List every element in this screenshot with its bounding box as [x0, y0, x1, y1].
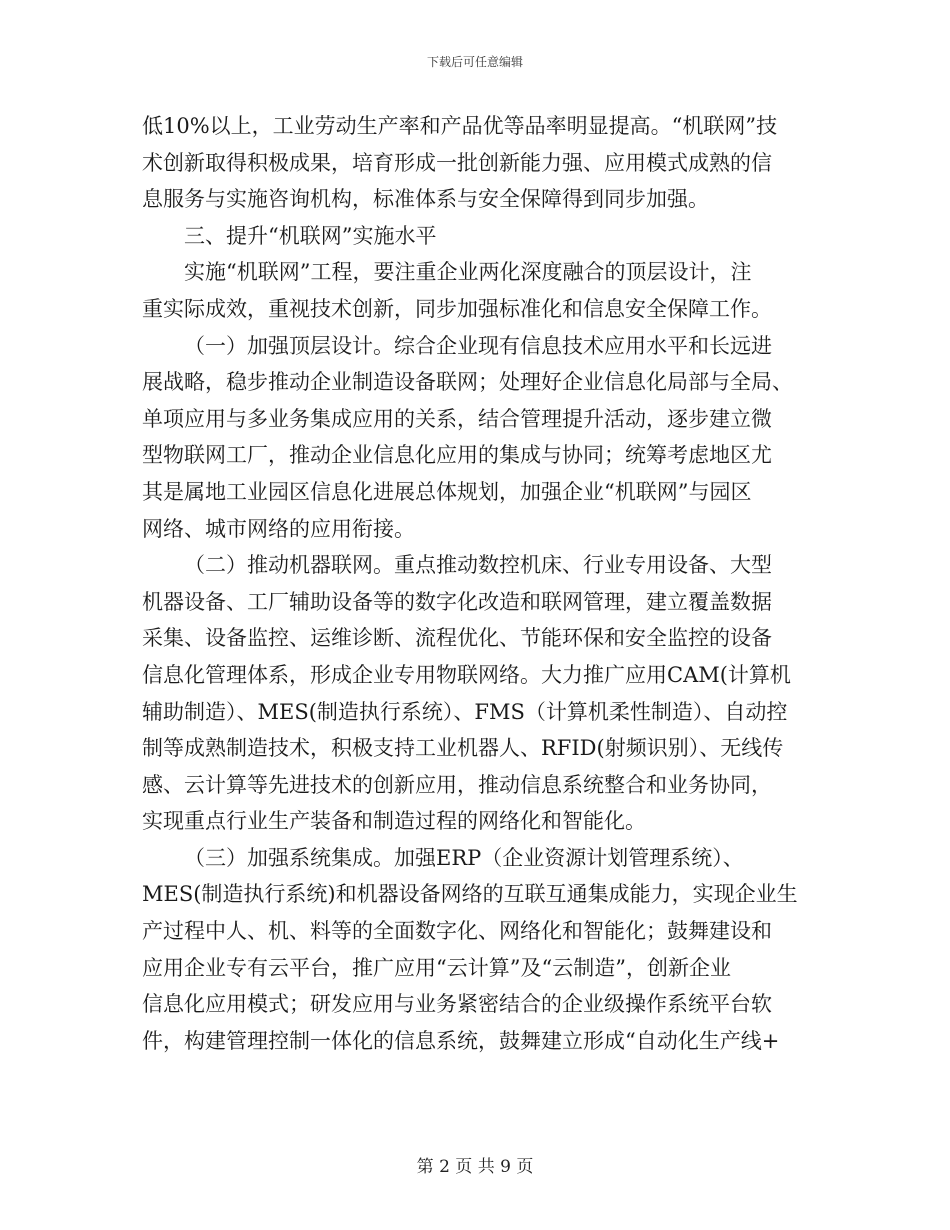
text-line: 其是属地工业园区信息化进展总体规划，加强企业“机联网”与园区 [142, 479, 752, 504]
text-line: 实现重点行业生产装备和制造过程的网络化和智能化。 [142, 809, 646, 834]
text-line: MES(制造执行系统)和机器设备网络的互联互通集成能力，实现企业生 [142, 882, 798, 907]
text-line: 件，构建管理控制一体化的信息系统，鼓舞建立形成“自动化生产线+ [142, 1028, 780, 1053]
text-line: 单项应用与多业务集成应用的关系，结合管理提升活动，逐步建立微 [142, 406, 772, 431]
text-line: 实施“机联网”工程，要注重企业两化深度融合的顶层设计，注 [184, 260, 752, 285]
header-note: 下载后可任意编辑 [426, 55, 523, 69]
text-line: 重实际成效，重视技术创新，同步加强标准化和信息安全保障工作。 [142, 296, 772, 321]
text-line: 采集、设备监控、运维诊断、流程优化、节能环保和安全监控的设备 [142, 626, 772, 651]
text-line: 低10%以上，工业劳动生产率和产品优等品率明显提高。“机联网”技 [142, 114, 778, 138]
text-line: 产过程中人、机、料等的全面数字化、网络化和智能化；鼓舞建设和 [142, 919, 772, 944]
text-line: 网络、城市网络的应用衔接。 [142, 516, 415, 541]
text-line: 展战略，稳步推动企业制造设备联网；处理好企业信息化局部与全局、 [142, 370, 793, 395]
text-line: 制等成熟制造技术，积极支持工业机器人、RFID(射频识别）、无线传 [142, 736, 784, 761]
document-body [142, 108, 822, 1059]
text-line: （二）推动机器联网。重点推动数控机床、行业专用设备、大型 [184, 553, 772, 578]
text-line: 信息化管理体系，形成企业专用物联网络。大力推广应用CAM(计算机 [142, 662, 791, 687]
text-line: 术创新取得积极成果，培育形成一批创新能力强、应用模式成熟的信 [142, 150, 772, 175]
text-line: 型物联网工厂，推动企业信息化应用的集成与协同；统筹考虑地区尤 [142, 443, 772, 468]
text-line: 感、云计算等先进技术的创新应用，推动信息系统整合和业务协同， [142, 772, 772, 797]
text-line: （三）加强系统集成。加强ERP（企业资源计划管理系统）、 [184, 845, 744, 870]
text-line: （一）加强顶层设计。综合企业现有信息技术应用水平和长远进 [184, 333, 772, 358]
text-line: 信息化应用模式；研发应用与业务紧密结合的企业级操作系统平台软 [142, 992, 772, 1017]
section-heading: 三、提升“机联网”实施水平 [184, 223, 437, 248]
text-line: 息服务与实施咨询机构，标准体系与安全保障得到同步加强。 [142, 187, 709, 212]
text-line: 机器设备、工厂辅助设备等的数字化改造和联网管理，建立覆盖数据 [142, 589, 772, 614]
page-number: 第 2 页 共 9 页 [416, 1157, 534, 1177]
text-line: 辅助制造）、MES(制造执行系统）、FMS（计算机柔性制造）、自动控 [142, 699, 788, 724]
text-line: 应用企业专有云平台，推广应用“云计算”及“云制造”，创新企业 [142, 955, 731, 980]
